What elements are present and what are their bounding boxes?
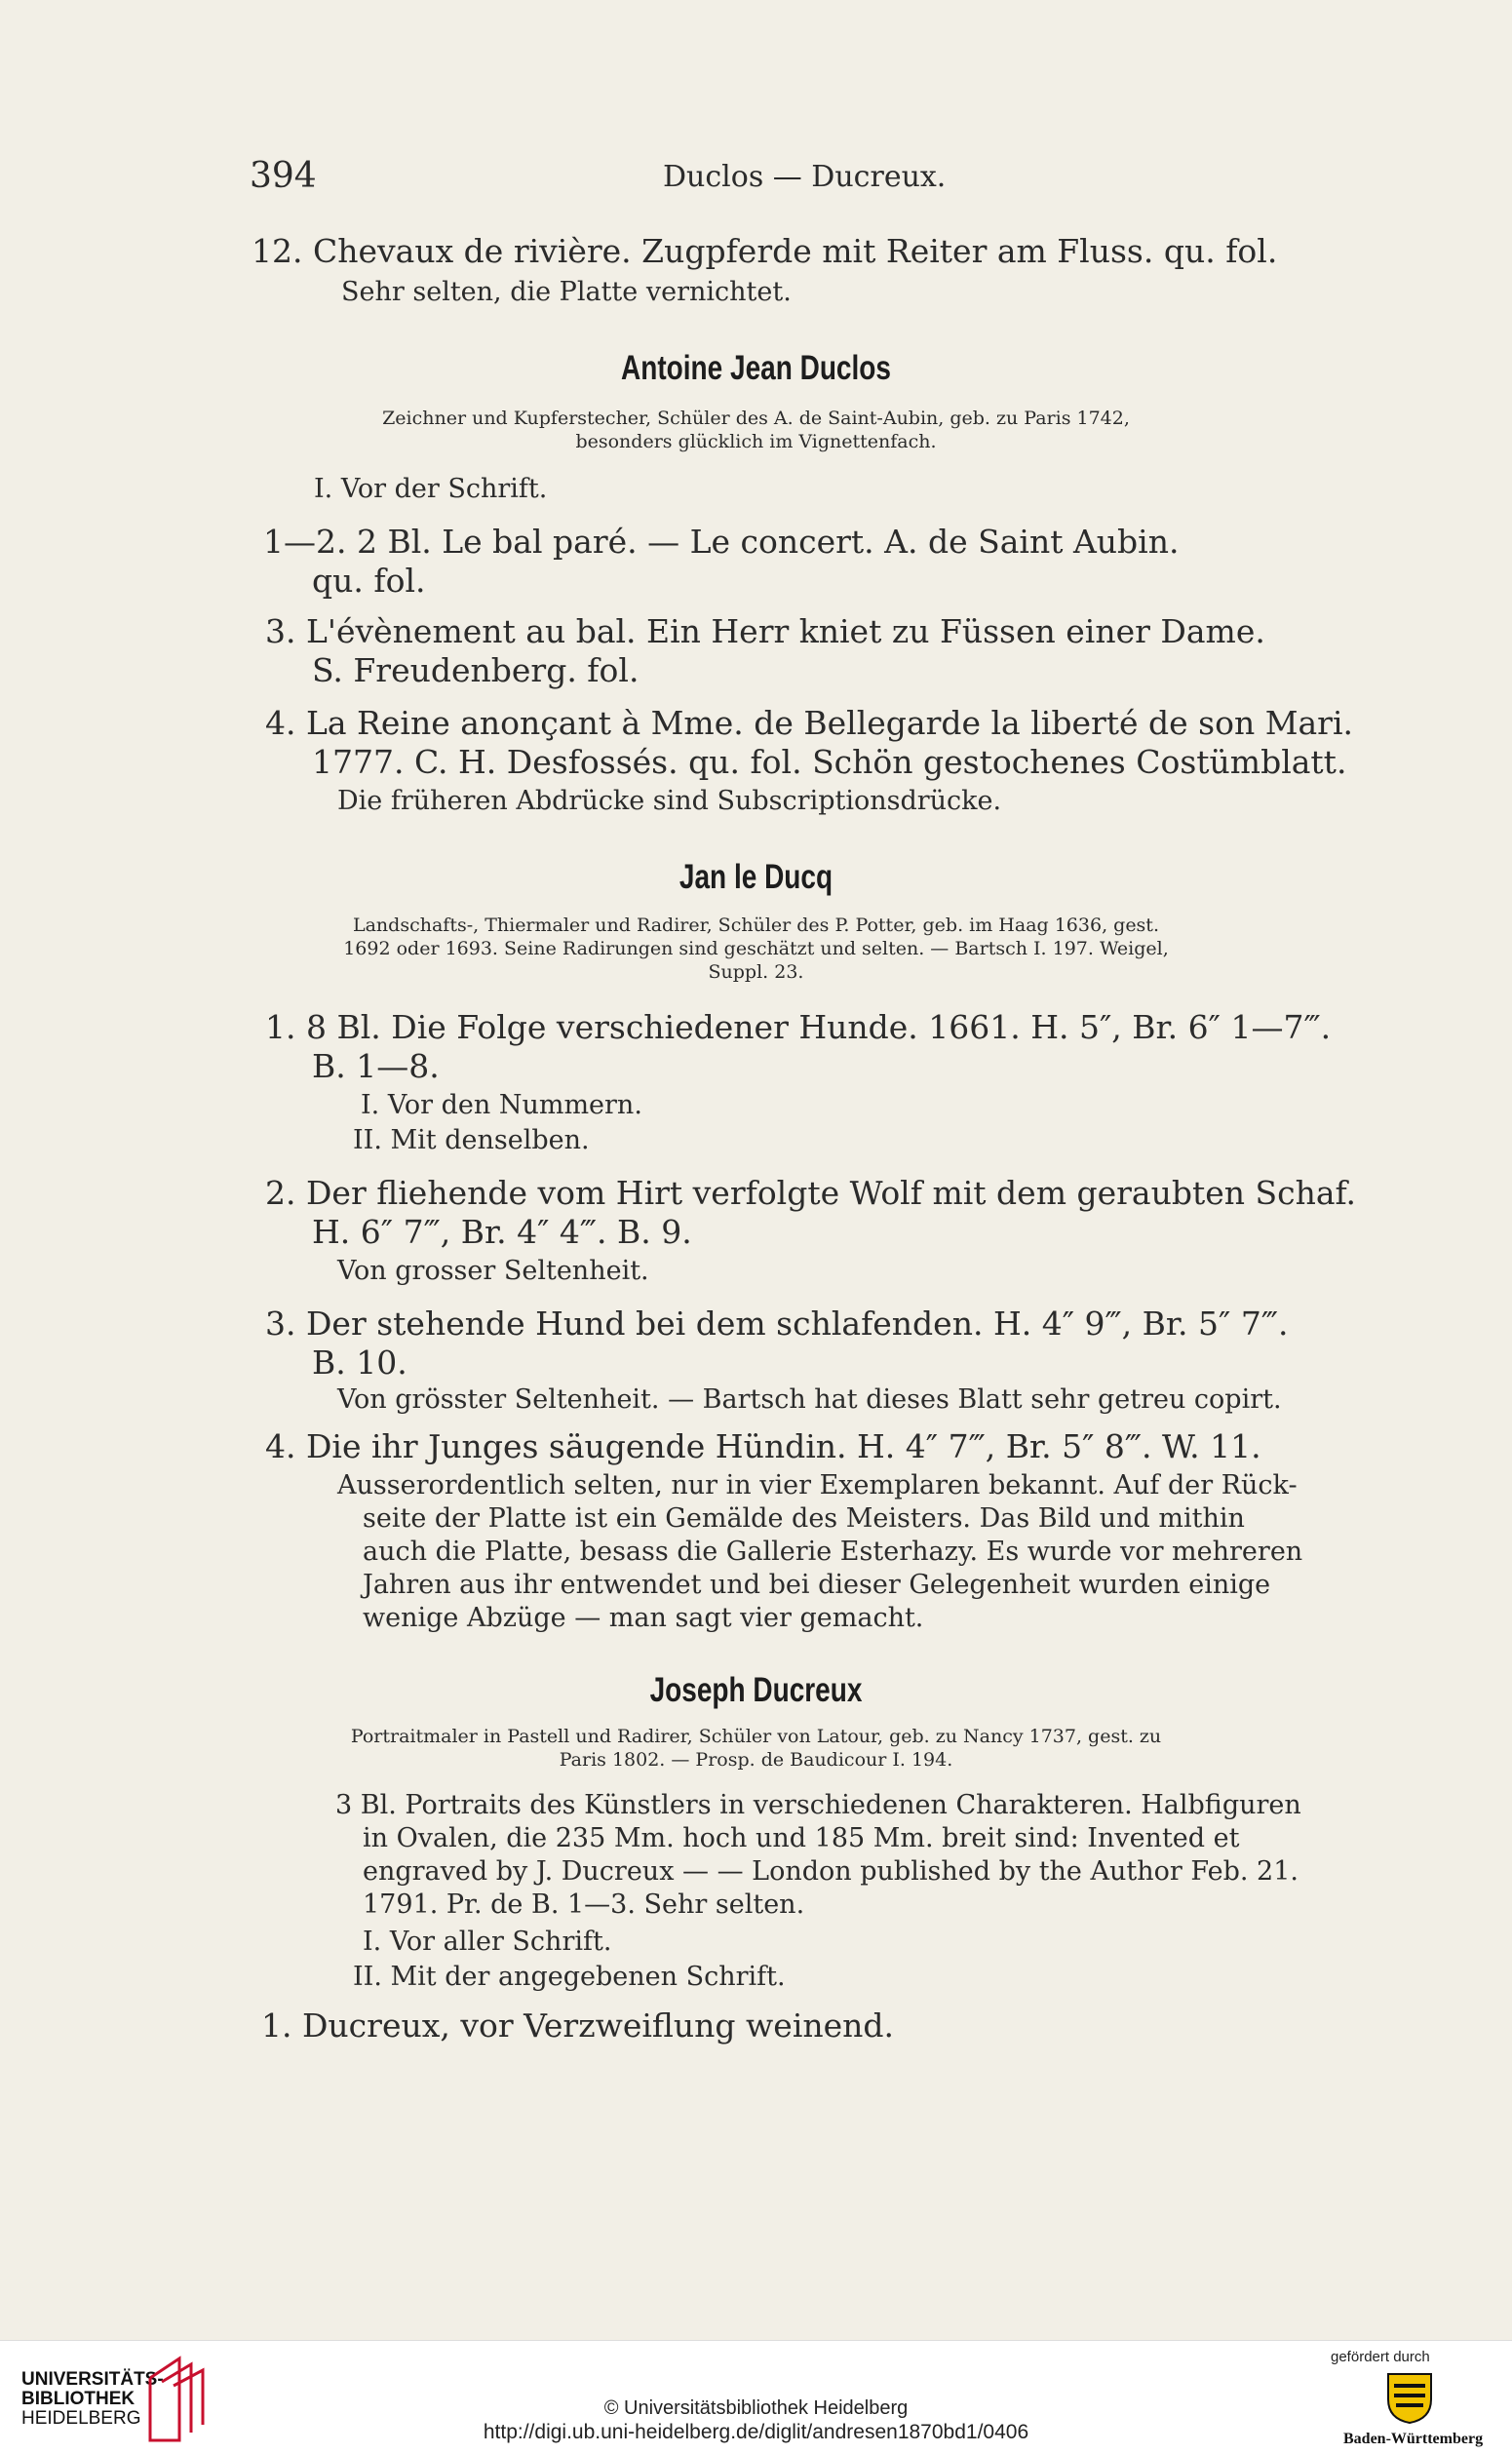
section2-entry1-state1: I. Vor den Nummern. bbox=[361, 1090, 642, 1120]
library-logo-line2: BIBLIOTHEK bbox=[21, 2389, 136, 2409]
section1-entry3-line2: S. Freudenberg. fol. bbox=[312, 651, 640, 689]
section2-entry3-line1: 3. Der stehende Hund bei dem schlafenden. H. 4″ 9‴, Br. 5″ 7‴. bbox=[265, 1305, 1289, 1343]
intro-entry-line2: Sehr selten, die Platte vernichtet. bbox=[341, 277, 792, 307]
section2-entry2-line1: 2. Der fliehende vom Hirt verfolgte Wolf mit dem geraubten Schaf. bbox=[265, 1174, 1357, 1212]
section1-entry4-line2: 1777. C. H. Desfossés. qu. fol. Schön gestochenes Costümblatt. bbox=[312, 743, 1347, 781]
section2-entry4-note1: Ausserordentlich selten, nur in vier Exemplaren bekannt. Auf der Rück- bbox=[337, 1470, 1298, 1500]
copyright-notice: © Universitätsbibliothek Heidelberg bbox=[603, 2397, 909, 2419]
section3-last-entry: 1. Ducreux, vor Verzweiflung weinend. bbox=[261, 2006, 895, 2045]
section2-entry4-note2: seite der Platte ist ein Gemälde des Meisters. Das Bild und mithin bbox=[363, 1503, 1245, 1534]
funder-name: Baden-Württemberg bbox=[1343, 2431, 1484, 2447]
section3-bio-line1: Portraitmaler in Pastell und Radirer, Schüler von Latour, geb. zu Nancy 1737, gest. zu bbox=[350, 1726, 1162, 1747]
section2-entry2-note: Von grosser Seltenheit. bbox=[337, 1256, 649, 1286]
section2-bio-line1: Landschafts-, Thiermaler und Radirer, Schüler des P. Potter, geb. im Haag 1636, gest. bbox=[352, 915, 1159, 936]
section2-entry1-line2: B. 1—8. bbox=[312, 1047, 440, 1085]
section3-para-line1: 3 Bl. Portraits des Künstlers in verschiedenen Charakteren. Halbfiguren bbox=[335, 1790, 1301, 1820]
section1-entry1-line1: 1—2. 2 Bl. Le bal paré. — Le concert. A. de Saint Aubin. bbox=[263, 523, 1180, 561]
section1-entry4-note: Die früheren Abdrücke sind Subscriptionsdrücke. bbox=[337, 786, 1002, 816]
section2-entry2-line2: H. 6″ 7‴, Br. 4″ 4‴. B. 9. bbox=[312, 1213, 692, 1251]
section1-entry3-line1: 3. L'évènement au bal. Ein Herr kniet zu Füssen einer Dame. bbox=[265, 612, 1265, 650]
section-heading-ducreux: Joseph Ducreux bbox=[649, 1671, 863, 1709]
section-heading-le-ducq: Jan le Ducq bbox=[678, 858, 834, 896]
library-logo-line1: UNIVERSITÄTS- bbox=[21, 2369, 164, 2390]
section3-para-line4: 1791. Pr. de B. 1—3. Sehr selten. bbox=[363, 1889, 805, 1920]
section2-entry3-note: Von grösster Seltenheit. — Bartsch hat dieses Blatt sehr getreu copirt. bbox=[337, 1384, 1282, 1415]
section3-state1: I. Vor aller Schrift. bbox=[363, 1927, 612, 1957]
section1-bio-line1: Zeichner und Kupferstecher, Schüler des A. de Saint-Aubin, geb. zu Paris 1742, bbox=[382, 408, 1130, 429]
section3-state2: II. Mit der angegebenen Schrift. bbox=[353, 1962, 786, 1992]
funding-label: gefördert durch bbox=[1331, 2349, 1430, 2365]
section2-entry4-note3: auch die Platte, besass die Gallerie Esterhazy. Es wurde vor mehreren bbox=[363, 1537, 1303, 1567]
section3-para-line3: engraved by J. Ducreux — — London published by the Author Feb. 21. bbox=[363, 1856, 1299, 1887]
section-heading-duclos: Antoine Jean Duclos bbox=[621, 349, 891, 387]
intro-entry-line1: 12. Chevaux de rivière. Zugpferde mit Reiter am Fluss. qu. fol. bbox=[252, 232, 1278, 270]
section2-entry1-state2: II. Mit denselben. bbox=[353, 1125, 590, 1155]
section2-bio-line3: Suppl. 23. bbox=[708, 961, 804, 983]
section2-entry4-line1: 4. Die ihr Junges säugende Hündin. H. 4″ 7‴, Br. 5″ 8‴. W. 11. bbox=[265, 1427, 1261, 1465]
section1-entry4-line1: 4. La Reine anonçant à Mme. de Bellegarde la liberté de son Mari. bbox=[265, 704, 1354, 742]
section3-para-line2: in Ovalen, die 235 Mm. hoch und 185 Mm. breit sind: Invented et bbox=[363, 1823, 1240, 1853]
section2-entry4-note5: wenige Abzüge — man sagt vier gemacht. bbox=[363, 1603, 924, 1633]
state-coat-of-arms-icon bbox=[1384, 2370, 1435, 2425]
running-title: Duclos — Ducreux. bbox=[663, 160, 947, 194]
section1-state: I. Vor der Schrift. bbox=[314, 474, 548, 504]
section2-bio-line2: 1692 oder 1693. Seine Radirungen sind geschätzt und selten. — Bartsch I. 197. Weigel, bbox=[343, 938, 1169, 959]
library-logo-line3: HEIDELBERG bbox=[21, 2408, 141, 2429]
permalink-url[interactable]: http://digi.ub.uni-heidelberg.de/diglit/andresen1870bd1/0406 bbox=[483, 2421, 1029, 2443]
section3-bio-line2: Paris 1802. — Prosp. de Baudicour I. 194. bbox=[559, 1749, 953, 1771]
footer-bar bbox=[0, 2340, 1512, 2454]
section1-entry1-line2: qu. fol. bbox=[312, 562, 426, 600]
section2-entry4-note4: Jahren aus ihr entwendet und bei dieser Gelegenheit wurden einige bbox=[363, 1570, 1271, 1600]
page-number: 394 bbox=[250, 156, 317, 196]
section2-entry1-line1: 1. 8 Bl. Die Folge verschiedener Hunde. 1661. H. 5″, Br. 6″ 1—7‴. bbox=[265, 1008, 1332, 1046]
section2-entry3-line2: B. 10. bbox=[312, 1344, 407, 1382]
section1-bio-line2: besonders glücklich im Vignettenfach. bbox=[575, 431, 937, 452]
